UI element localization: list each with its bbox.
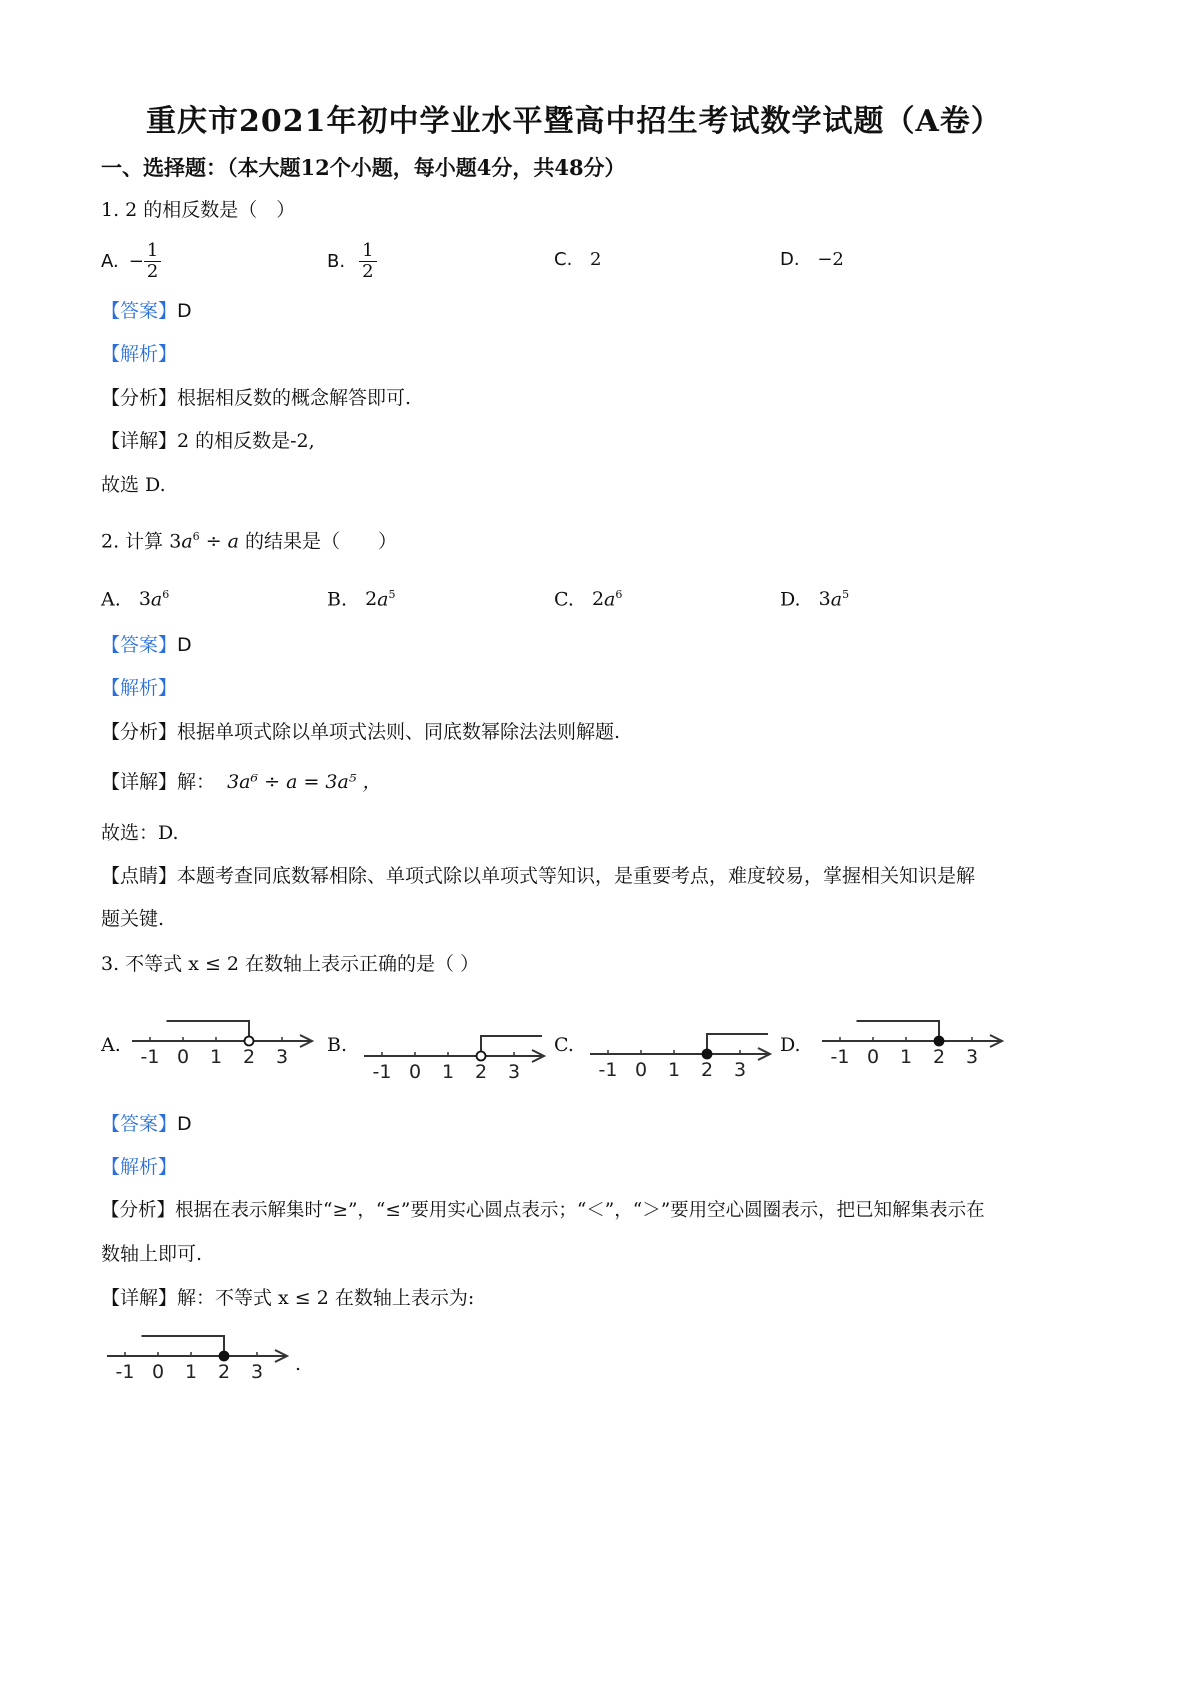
- coef: 2: [591, 588, 605, 611]
- tick-label: 3: [507, 1061, 521, 1083]
- denominator: 2: [146, 260, 159, 282]
- coef: 3: [818, 588, 831, 611]
- q2-analysis: 【分析】根据单项式除以单项式法则、同底数幂除法法则解题.: [101, 721, 621, 743]
- tick-label: 2: [242, 1046, 256, 1068]
- tick-label: -1: [830, 1046, 850, 1068]
- q1-choice: 故选 D.: [101, 474, 166, 496]
- solution-bracket: [481, 1036, 542, 1056]
- exponent: 5: [842, 588, 850, 601]
- q1-option-c: [554, 249, 601, 270]
- solution-bracket: [707, 1034, 768, 1054]
- q2-detail: [101, 770, 382, 794]
- solid-point: [703, 1050, 712, 1059]
- q3-option-d-label: D.: [780, 1034, 801, 1056]
- q3-option-c-label: C.: [554, 1034, 574, 1056]
- option-label: B.: [327, 250, 346, 272]
- tick-label: 1: [441, 1061, 455, 1083]
- q3-analysis-line2: 数轴上即可.: [101, 1243, 203, 1265]
- answer-tag: 【答案】: [101, 300, 178, 322]
- q1-option-a: [101, 237, 161, 285]
- section-heading: 一、选择题：（本大题12个小题，每小题4分，共48分）: [101, 155, 626, 180]
- q3-option-b-label: B.: [327, 1034, 348, 1056]
- number-line-d: [818, 1015, 1008, 1077]
- option-value: 2: [590, 249, 602, 270]
- coef: 2: [365, 588, 378, 611]
- tick-label: 3: [275, 1046, 289, 1068]
- tick-label: 3: [965, 1046, 979, 1068]
- tick-label: 2: [700, 1059, 714, 1081]
- q2-choice: 故选：D.: [101, 822, 179, 844]
- q1-jiexi: 【解析】: [101, 343, 178, 365]
- tick-label: 1: [209, 1046, 223, 1068]
- q3-analysis-line1: 【分析】根据在表示解集时“≥”，“≤”要用实心圆点表示；“＜”，“＞”要用空心圆圈表示，把已知解集表示在: [101, 1200, 985, 1221]
- tick-label: 2: [932, 1046, 946, 1068]
- detail-prefix: 【详解】解：: [101, 771, 216, 793]
- tick-label: 1: [667, 1059, 681, 1081]
- tick-label: 0: [634, 1059, 648, 1081]
- number-line-solution: [103, 1330, 293, 1392]
- q2-option-a: [101, 583, 169, 611]
- solid-point: [220, 1352, 229, 1361]
- option-label: D.: [780, 588, 801, 611]
- question-3-stem: 3. 不等式 x ≤ 2 在数轴上表示正确的是（ ）: [101, 953, 480, 975]
- stem-text: 2. 计算: [101, 530, 164, 553]
- tick-label: 3: [733, 1059, 747, 1081]
- solution-bracket: [167, 1021, 250, 1041]
- tick-label: 1: [899, 1046, 913, 1068]
- tick-label: -1: [372, 1061, 392, 1083]
- minus-sign: −: [128, 250, 144, 272]
- solution-bracket: [857, 1021, 940, 1041]
- var: a: [830, 588, 843, 611]
- number-line-b: [360, 1030, 550, 1092]
- q1-answer: [101, 299, 192, 323]
- detail-expression: 3a⁶ ÷ a = 3a⁵ ，: [227, 771, 382, 793]
- option-value: −2: [817, 249, 844, 270]
- option-label: A.: [101, 588, 121, 611]
- var: a: [150, 588, 163, 611]
- answer-tag: 【答案】: [101, 634, 178, 656]
- q2-jiexi: 【解析】: [101, 677, 178, 699]
- q2-remark-line2: 题关键.: [101, 908, 165, 930]
- q3-detail: 【详解】解：不等式 x ≤ 2 在数轴上表示为:: [101, 1287, 475, 1309]
- exponent: 6: [162, 588, 170, 601]
- tick-label: 0: [151, 1361, 165, 1383]
- hollow-point: [245, 1037, 254, 1046]
- var: a: [377, 588, 389, 611]
- q2-remark-line1: 【点睛】本题考查同底数幂相除、单项式除以单项式等知识，是重要考点，难度较易，掌握相关知识是解: [101, 865, 976, 887]
- question-2-stem: [101, 525, 397, 553]
- answer-value: D: [177, 1113, 192, 1135]
- q3-option-a-label: A.: [101, 1034, 121, 1056]
- fraction: [359, 241, 376, 282]
- end-period: .: [295, 1353, 302, 1375]
- page-title: 重庆市2021年初中学业水平暨高中招生考试数学试题（A卷）: [146, 104, 1002, 139]
- exponent: 6: [615, 588, 623, 601]
- tick-label: 2: [217, 1361, 231, 1383]
- divide-sign: ÷: [205, 530, 222, 553]
- tick-label: 2: [474, 1061, 488, 1083]
- answer-value: D: [177, 300, 192, 322]
- answer-value: D: [177, 634, 192, 656]
- option-label: B.: [327, 588, 348, 611]
- coef: 3: [169, 530, 182, 553]
- q2-option-c: [554, 583, 622, 611]
- q2-option-d: [780, 583, 849, 611]
- numerator: 1: [144, 241, 161, 262]
- solution-bracket: [142, 1336, 225, 1356]
- number-line-c: [586, 1028, 776, 1090]
- tick-label: 0: [866, 1046, 880, 1068]
- number-line-a: [128, 1015, 318, 1077]
- q1-detail: 【详解】2 的相反数是-2,: [101, 430, 315, 452]
- question-1-stem: 1. 2 的相反数是（ ）: [101, 199, 296, 221]
- option-label: D.: [780, 249, 800, 270]
- q2-option-b: [327, 583, 395, 611]
- tick-label: 0: [408, 1061, 422, 1083]
- tick-label: -1: [140, 1046, 160, 1068]
- tick-label: 0: [176, 1046, 190, 1068]
- answer-tag: 【答案】: [101, 1113, 178, 1135]
- stem-text: 的结果是（ ）: [245, 530, 398, 553]
- fraction: [144, 241, 161, 282]
- q1-analysis: 【分析】根据相反数的概念解答即可.: [101, 387, 412, 409]
- q3-answer: [101, 1112, 192, 1136]
- tick-label: -1: [115, 1361, 135, 1383]
- option-label: A.: [101, 250, 119, 272]
- coef: 3: [138, 588, 151, 611]
- hollow-point: [477, 1052, 486, 1061]
- q1-option-b: [327, 237, 377, 285]
- q1-option-d: [780, 249, 844, 270]
- var: a: [604, 588, 616, 611]
- option-label: C.: [554, 588, 574, 611]
- exponent: 5: [388, 588, 396, 601]
- tick-label: 3: [250, 1361, 264, 1383]
- solid-point: [935, 1037, 944, 1046]
- exponent: 6: [192, 530, 200, 543]
- numerator: 1: [359, 241, 376, 262]
- tick-label: -1: [598, 1059, 618, 1081]
- q2-answer: [101, 633, 192, 657]
- q3-jiexi: 【解析】: [101, 1156, 178, 1178]
- option-label: C.: [554, 249, 573, 270]
- tick-label: 1: [184, 1361, 198, 1383]
- var: a: [181, 530, 193, 553]
- var: a: [227, 530, 239, 553]
- denominator: 2: [362, 260, 374, 282]
